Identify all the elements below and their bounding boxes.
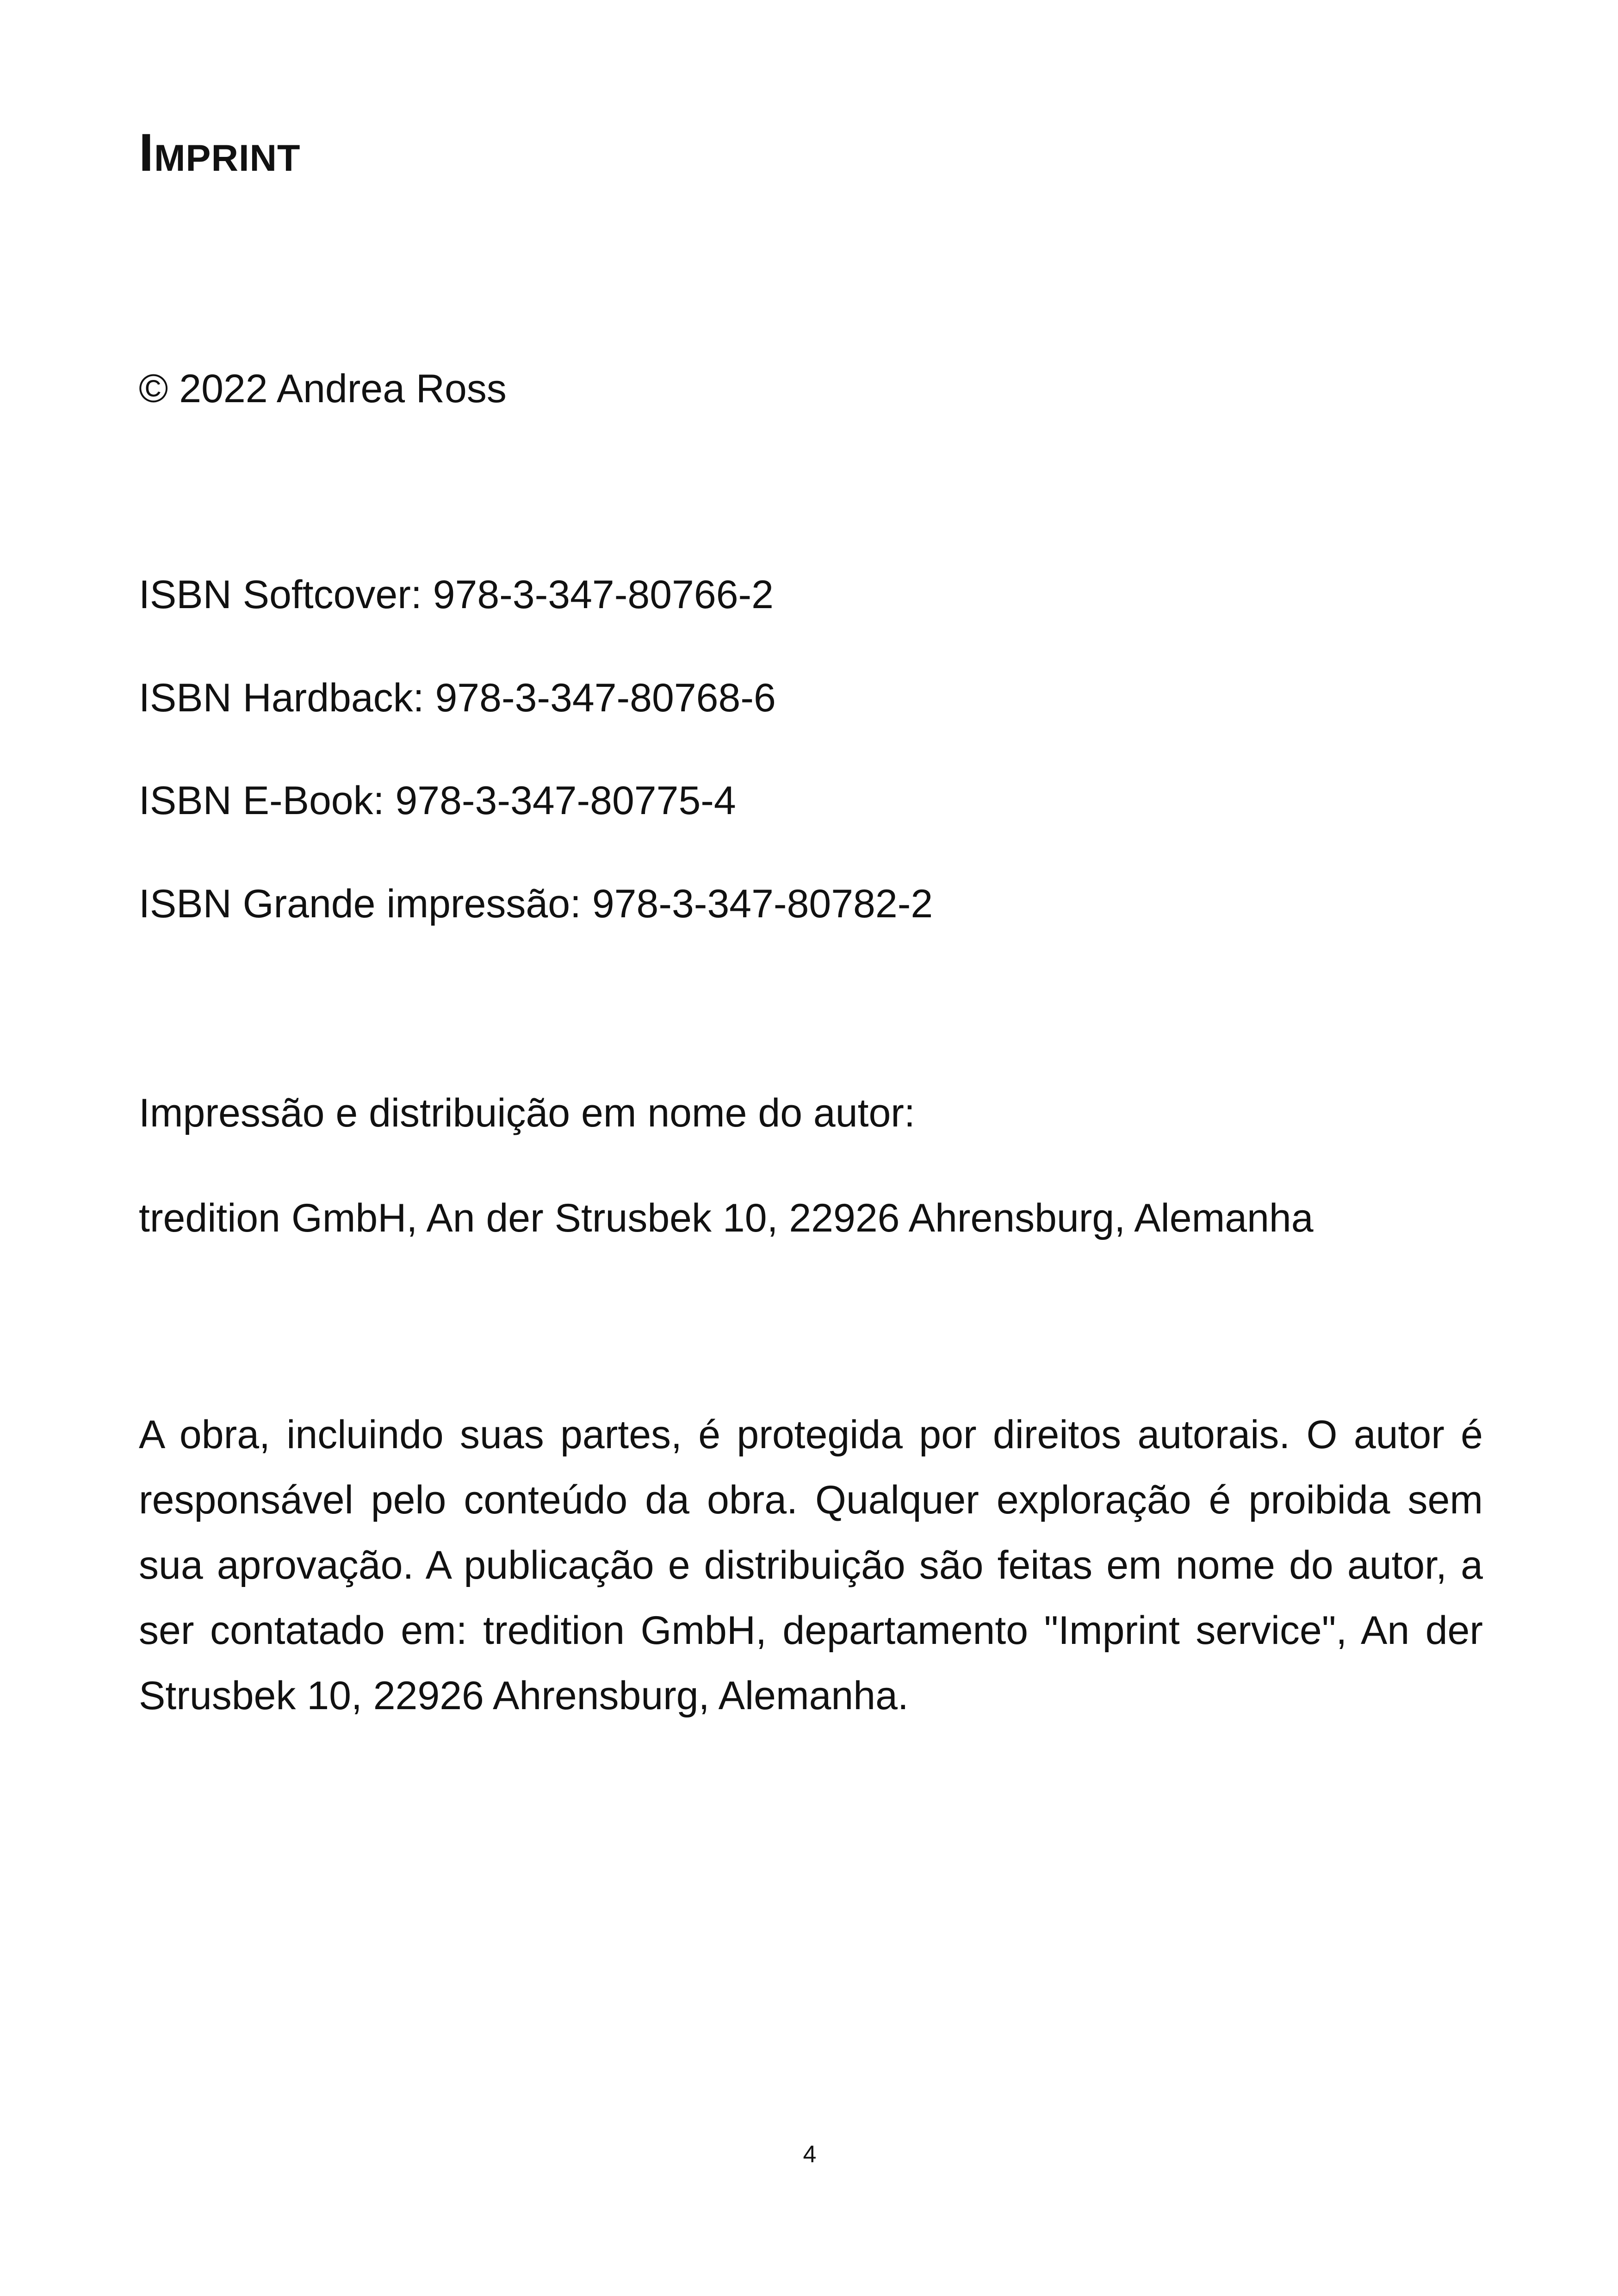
- legal-notice: A obra, incluindo suas partes, é protegida por direitos autorais. O autor é responsável pelo conteúdo da obra. Qualquer exploração é proibida sem sua aprovação. A publicação e distribuição são feitas em nome do autor, a ser contatado em: tredition GmbH, departamento "Imprint service", An der Strusbek 10, 22926 Ahrensburg, Alemanha.: [139, 1412, 1483, 1718]
- isbn-large-print: ISBN Grande impressão: 978-3-347-80782-2: [139, 882, 933, 926]
- distribution-label: Impressão e distribuição em nome do autor:: [139, 1091, 915, 1135]
- distribution-address: tredition GmbH, An der Strusbek 10, 22926 Ahrensburg, Alemanha: [139, 1196, 1314, 1240]
- page-number: 4: [803, 2141, 817, 2168]
- isbn-ebook: ISBN E-Book: 978-3-347-80775-4: [139, 778, 736, 823]
- isbn-softcover: ISBN Softcover: 978-3-347-80766-2: [139, 572, 774, 617]
- copyright-line: © 2022 Andrea Ross: [139, 367, 507, 411]
- isbn-hardback: ISBN Hardback: 978-3-347-80768-6: [139, 676, 776, 720]
- page-title: Imprint: [139, 123, 301, 182]
